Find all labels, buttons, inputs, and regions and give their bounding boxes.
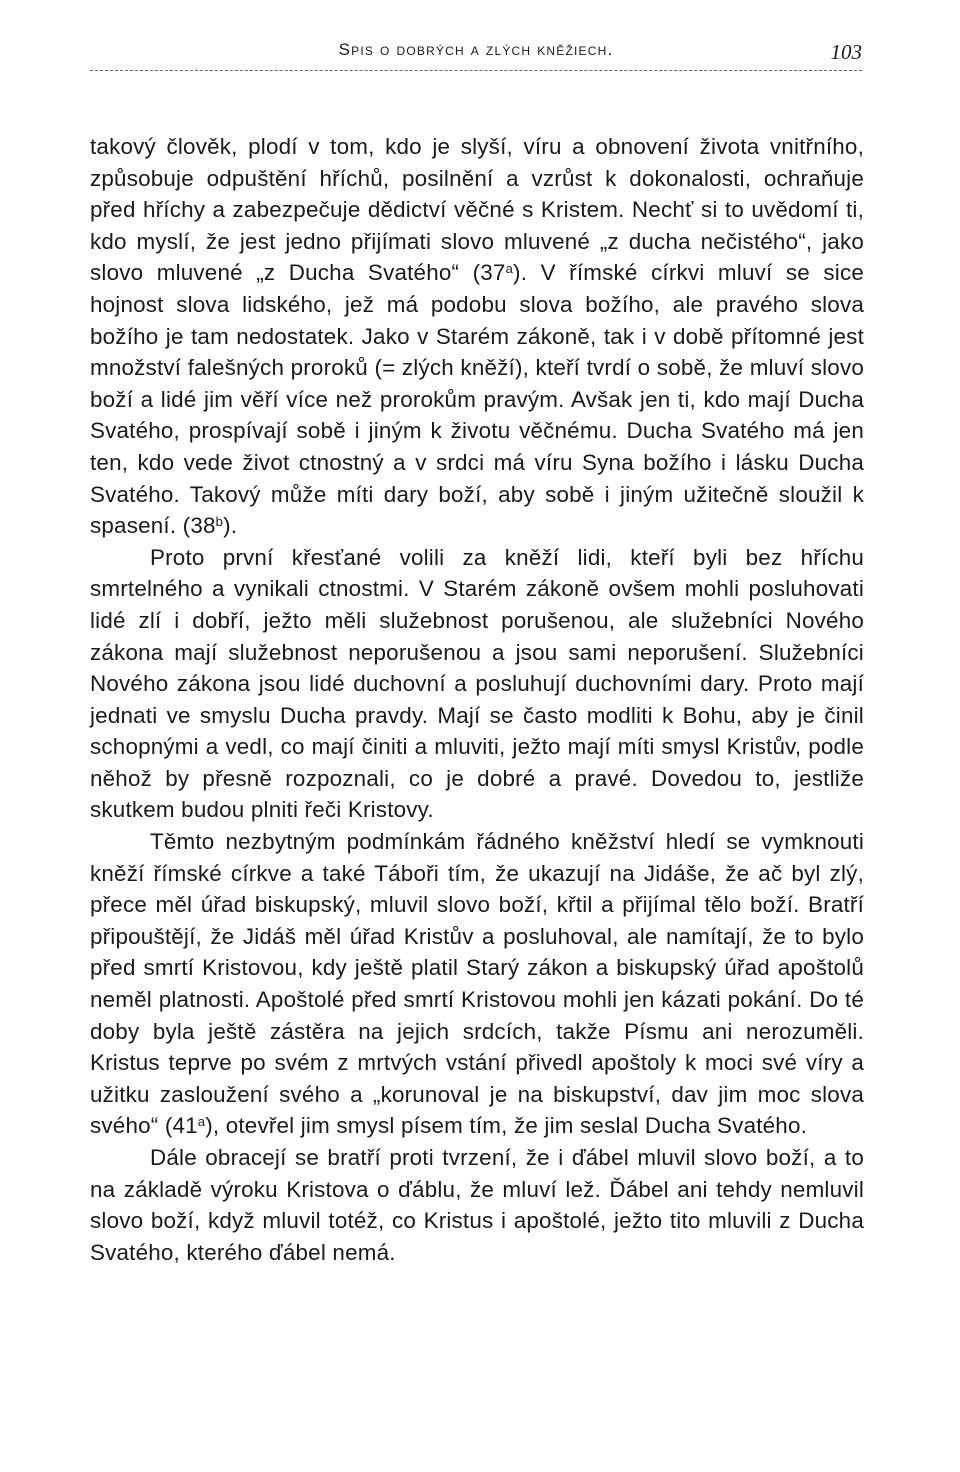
paragraph bbox=[90, 542, 864, 826]
text-run: takový člověk, plodí v tom, kdo je slyší, víru a obnovení života vnitřního, způsobuje odpuštění hříchů, posilnění a vzrůst k dokonalosti, ochraňuje před hříchy a zabezpečuje dědictví věčné s Kristem. Nechť si to uvědomí ti, kdo myslí, že jest jedno přijímati slovo mluvené „z ducha nečistého“, jako slovo mluvené „z Ducha Svatého“ (37 bbox=[90, 134, 864, 286]
paragraph bbox=[90, 1142, 864, 1268]
header-rule bbox=[90, 70, 862, 71]
text-run: Dále obracejí se bratří proti tvrzení, že i ďábel mluvil slovo boží, a to na základě výroku Kristova o ďáblu, že mluví lež. Ďábel ani tehdy nemluvil slovo boží, když mluvil totéž, co Kristus i apoštolé, ježto tito mluvili z Ducha Svatého, kterého ďábel nemá. bbox=[90, 1145, 864, 1265]
page-number: 103 bbox=[830, 40, 862, 64]
footnote-marker: a bbox=[197, 1114, 206, 1130]
footnote-marker: b bbox=[215, 514, 224, 530]
paragraph bbox=[90, 131, 864, 542]
running-title: Spis o dobrých a zlých kněžiech. bbox=[338, 40, 614, 59]
running-head bbox=[90, 40, 862, 70]
text-run: Těmto nezbytným podmínkám řádného kněžství hledí se vymknouti kněží římské církve a také Táboři tím, že ukazují na Jidáše, že ač byl zlý, přece měl úřad biskupský, mluvil slovo boží, křtil a přijímal tělo boží. Bratří připouštějí, že Jidáš měl úřad Kristův a posluhoval, ale namítají, že to bylo před smrtí Kristovou, kdy ještě platil Starý zákon a biskupský úřad apoštolů neměl platnosti. Apoštolé před smrtí Kristovou mohli jen kázati pokání. Do té doby byla ještě zástěra na jejich srdcích, takže Písmu ani nerozuměli. Kristus teprve po svém z mrtvých vstání přivedl apoštoly k moci své víry a užitku zasloužení svého a „korunoval je na biskupství, dav jim moc slova svého“ (41 bbox=[90, 829, 864, 1139]
paragraph bbox=[90, 826, 864, 1142]
text-run: Proto první křesťané volili za kněží lidi, kteří byli bez hříchu smrtelného a vynikali ctnostmi. V Starém zákoně ovšem mohli posluhovati lidé zlí i dobří, ježto měli služebnost porušenou, ale služebníci Nového zákona mají služebnost neporušenou a jsou sami neporušení. Služebníci Nového zákona jsou lidé duchovní a posluhují duchovními dary. Proto mají jednati ve smyslu Ducha pravdy. Mají se často modliti k Bohu, aby je činil schopnými a vedl, co mají činiti a mluviti, ježto mají míti smysl Kristův, podle něhož by přesně rozpoznali, co je dobré a pravé. Dovedou to, jestliže skutkem budou plniti řeči Kristovy. bbox=[90, 544, 864, 823]
text-run: ), otevřel jim smysl písem tím, že jim seslal Ducha Svatého. bbox=[205, 1113, 808, 1139]
text-run: ). bbox=[223, 513, 238, 539]
text-run: ). V římské církvi mluví se sice hojnost slova lidského, jež má podobu slova božího, ale pravého slova božího je tam nedostatek. Jako v Starém zákoně, tak i v době přítomné jest množství falešných proroků (= zlých kněží), kteří tvrdí o sobě, že mluví slovo boží a lidé jim věří více než prorokům pravým. Avšak jen ti, kdo mají Ducha Svatého, prospívají sobě i jiným k životu věčnému. Ducha Svatého má jen ten, kdo vede život ctnostný a v srdci má víru Syna božího i lásku Ducha Svatého. Takový může míti dary boží, aby sobě i jiným užitečně sloužil k spasení. (38 bbox=[90, 260, 865, 539]
body-text bbox=[90, 131, 864, 1268]
footnote-marker: a bbox=[505, 261, 514, 277]
